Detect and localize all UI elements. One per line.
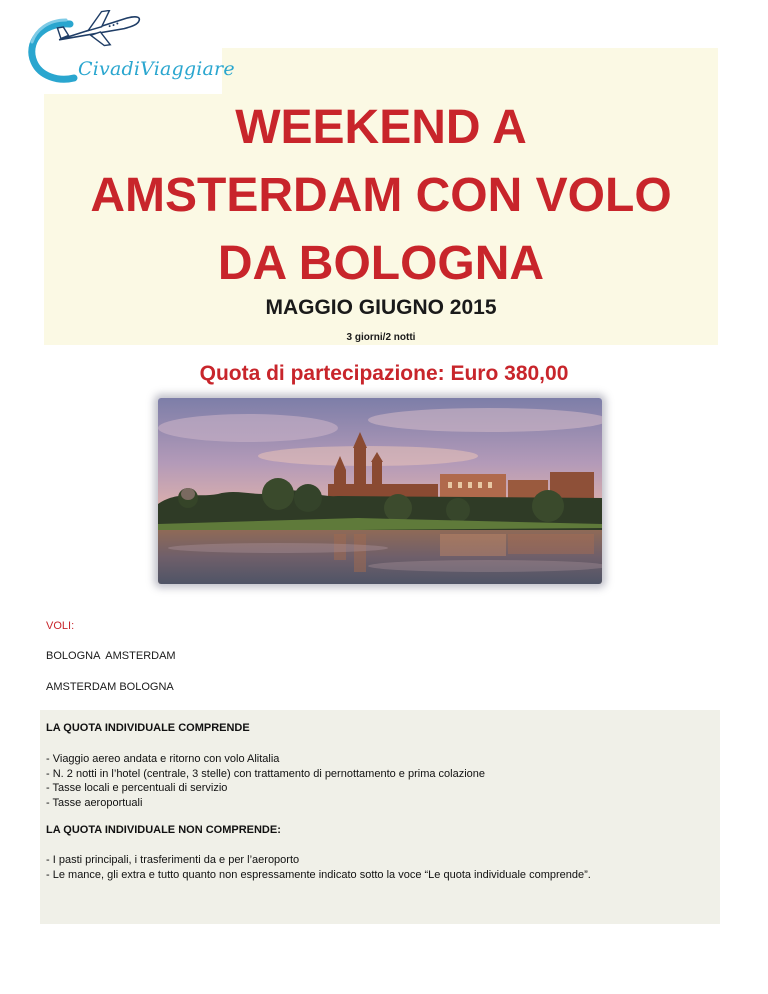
title-line-1: WEEKEND A — [235, 101, 527, 154]
brand-logo — [22, 10, 235, 90]
list-item: - I pasti principali, i trasferimenti da e per l’aeroporto — [46, 853, 591, 868]
list-item: - Tasse locali e percentuali di servizio — [46, 781, 485, 796]
flight-route-outbound: BOLOGNA AMSTERDAM — [46, 650, 176, 662]
flights-label: VOLI: — [46, 620, 75, 632]
included-list — [46, 752, 485, 810]
price-line: Quota di partecipazione: Euro 380,00 — [199, 362, 569, 385]
list-item: - Le mance, gli extra e tutto quanto non espressamente indicato sotto la voce “Le quota individuale comprende”. — [46, 868, 591, 883]
list-item: - Viaggio aereo andata e ritorno con volo Alitalia — [46, 752, 485, 767]
excluded-list — [46, 853, 591, 882]
logo-text: CivadiViaggiare — [78, 58, 235, 80]
trip-duration: 3 giorni/2 notti — [346, 332, 416, 343]
flight-route-return: AMSTERDAM BOLOGNA — [46, 681, 174, 693]
title-line-2: AMSTERDAM CON VOLO — [90, 169, 672, 222]
included-heading: LA QUOTA INDIVIDUALE COMPRENDE — [46, 722, 250, 734]
page-subtitle: MAGGIO GIUGNO 2015 — [265, 296, 497, 319]
list-item: - Tasse aeroportuali — [46, 796, 485, 811]
list-item: - N. 2 notti in l’hotel (centrale, 3 stelle) con trattamento di pernottamento e prima colazione — [46, 767, 485, 782]
excluded-heading: LA QUOTA INDIVIDUALE NON COMPRENDE: — [46, 824, 281, 836]
info-box — [40, 710, 720, 924]
page-title — [44, 94, 718, 298]
title-line-3: DA BOLOGNA — [217, 237, 545, 290]
castle-river-sunset-photo — [158, 398, 602, 584]
photo-illustration — [158, 398, 602, 584]
